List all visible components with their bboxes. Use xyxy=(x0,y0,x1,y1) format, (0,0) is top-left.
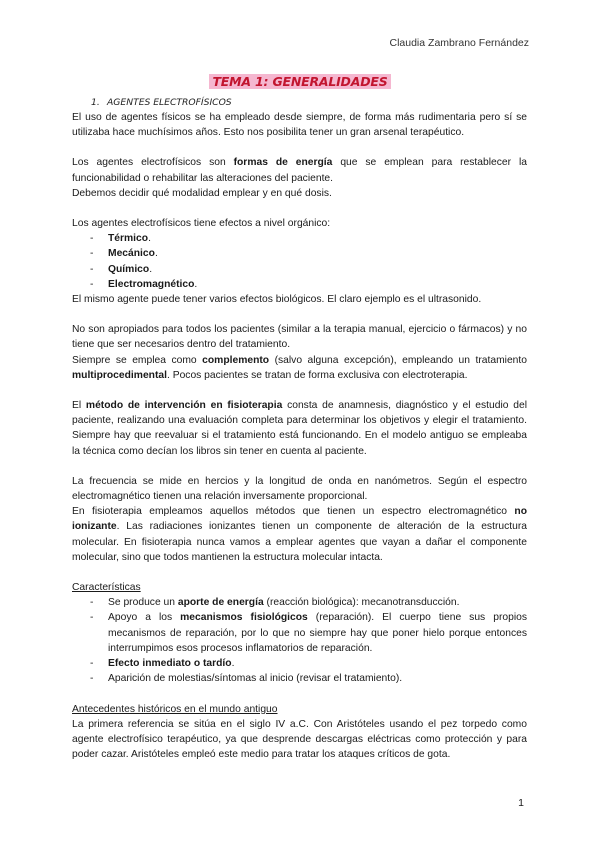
paragraph-metodo: El método de intervención en fisioterapia consta de anamnesis, diagnóstico y el estudio del paciente, realizando una evaluación completa para determinar los objetivos y elegir el tratamiento. Siempre hay que reevaluar si el tratamiento está funcionando. En el modelo antiguo se empleaba la técnica como decían los libros sin tener en cuenta al paciente. xyxy=(72,400,527,457)
paragraph-definition: Los agentes electrofísicos son formas de energía que se emplean para restablecer la funcionabilidad o rehabilitar las alteraciones del paciente. xyxy=(72,157,527,184)
paragraph-ionizante: En fisioterapia empleamos aquellos métodos que tienen un espectro electromagnético no ionizante. Las radiaciones ionizantes tienen un componente de alteración de la estructura molecular. En fisioterapia nunca vamos a emplear agentes que vayan a dañar el componente molecular, sino que todos mantienen la estructura molecular intacta. xyxy=(72,506,527,563)
list-item: - Efecto inmediato o tardío. xyxy=(72,656,527,671)
paragraph-complemento: Siempre se emplea como complemento (salvo alguna excepción), empleando un tratamiento multiprocedimental. Pocos pacientes se tratan de forma exclusiva con electroterapia. xyxy=(72,354,527,381)
characteristics-list xyxy=(72,595,527,686)
paragraph-appropriate: No son apropiados para todos los pacientes (similar a la terapia manual, ejercicio o fármacos) y no tiene que ser necesarios dentro del tratamiento. xyxy=(72,324,527,351)
list-item: - Electromagnético. xyxy=(72,277,527,292)
document-body xyxy=(72,95,527,762)
section-number: 1. xyxy=(91,97,100,108)
paragraph-intro: El uso de agentes físicos se ha empleado desde siempre, de forma más rudimentaria pero sí se utilizaba hace muchísimos años. Esto nos posibilita tener un gran arsenal terapéutico. xyxy=(72,112,527,139)
paragraph-antecedentes: La primera referencia se sitúa en el siglo IV a.C. Con Aristóteles usando el pez torpedo como agente electrofísico terapéutico, ya que desprende descargas eléctricas como protección y para poder cazar. Aristóteles empleó este medio para tratar los ataques críticos de gota. xyxy=(72,718,527,761)
page-number: 1 xyxy=(518,797,524,809)
section-heading xyxy=(72,95,527,110)
page-title: TEMA 1: GENERALIDADES xyxy=(209,74,390,89)
page-title-wrap xyxy=(0,73,600,91)
list-item: - Se produce un aporte de energía (reacción biológica): mecanotransducción. xyxy=(72,595,527,610)
list-item: - Químico. xyxy=(72,262,527,277)
paragraph-ultrasonido: El mismo agente puede tener varios efectos biológicos. El claro ejemplo es el ultrasonido. xyxy=(72,294,482,306)
subheading-caracteristicas: Características xyxy=(72,582,141,594)
subheading-antecedentes: Antecedentes históricos en el mundo antiguo xyxy=(72,703,278,715)
paragraph-effects-intro: Los agentes electrofísicos tiene efectos a nivel orgánico: xyxy=(72,218,331,230)
author-header: Claudia Zambrano Fernández xyxy=(389,37,529,49)
paragraph-dosis: Debemos decidir qué modalidad emplear y en qué dosis. xyxy=(72,187,332,199)
list-item: - Aparición de molestias/síntomas al inicio (revisar el tratamiento). xyxy=(72,671,527,686)
paragraph-frecuencia: La frecuencia se mide en hercios y la longitud de onda en nanómetros. Según el espectro electromagnético tienen una relación inversamente proporcional. xyxy=(72,475,527,503)
list-item: - Térmico. xyxy=(72,231,527,246)
effects-list xyxy=(72,231,527,292)
list-item: - Mecánico. xyxy=(72,246,527,261)
section-title: AGENTES ELECTROFÍSICOS xyxy=(107,97,232,108)
list-item: - Apoyo a los mecanismos fisiológicos (reparación). El cuerpo tiene sus propios mecanismos de reparación, por lo que no siempre hay que poner hielo porque entonces interrumpimos esos procesos inflamatorios de reparación. xyxy=(72,610,527,656)
